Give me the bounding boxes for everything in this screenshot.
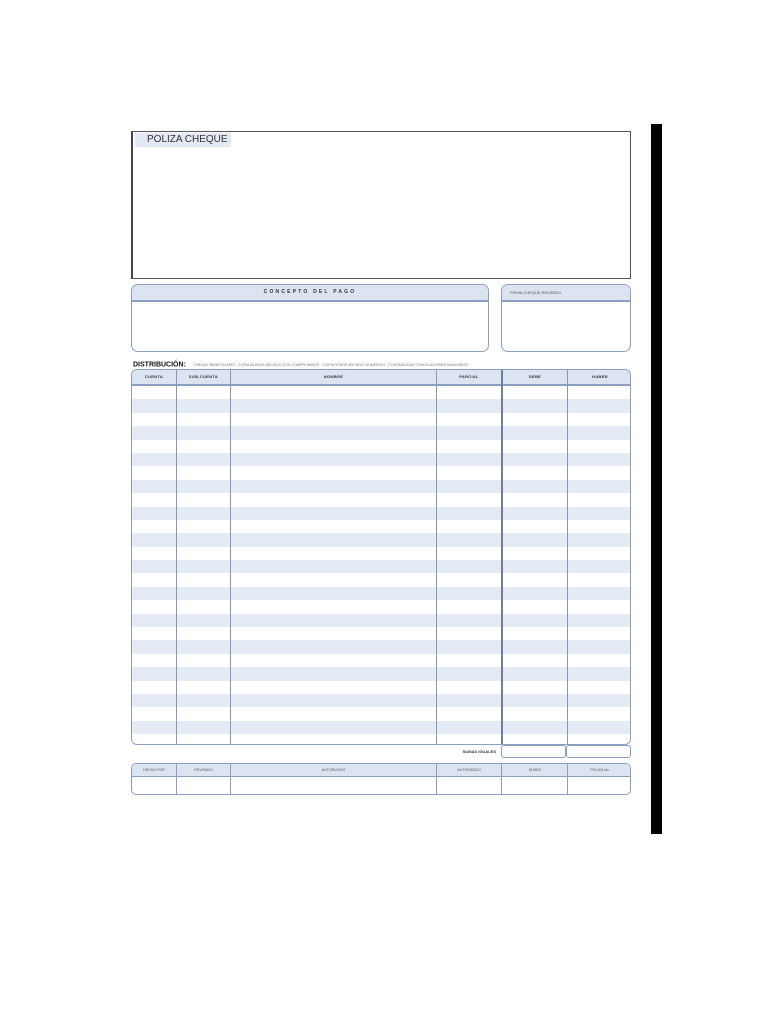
column-divider	[230, 370, 231, 744]
sumas-haber-field[interactable]	[566, 745, 631, 758]
table-row[interactable]	[132, 600, 630, 613]
header-nombre: NOMBRE	[323, 374, 344, 379]
distribucion-text: CHEQUE BENEFICIARIO · COPIA BLANCA ARCHIVO CON COMPROBANTE · COPIA VERDE ARCHIVO NUMÉRICO · CONTABILIDAD CONCILIACIONES BANCARIAS	[193, 362, 469, 367]
column-divider	[567, 370, 568, 744]
table-row[interactable]	[132, 413, 630, 426]
table-row[interactable]	[132, 533, 630, 546]
table-row[interactable]	[132, 453, 630, 466]
table-row[interactable]	[132, 707, 630, 720]
table-row[interactable]	[132, 386, 630, 399]
table-row[interactable]	[132, 547, 630, 560]
table-row[interactable]	[132, 440, 630, 453]
distribucion-line	[133, 356, 633, 368]
sig-autorizado-2: AUTORIZADO	[457, 768, 481, 772]
column-divider	[436, 370, 437, 744]
table-row[interactable]	[132, 734, 630, 745]
table-row[interactable]	[132, 654, 630, 667]
table-row[interactable]	[132, 694, 630, 707]
page-edge-bar	[651, 124, 662, 834]
table-row[interactable]	[132, 426, 630, 439]
table-row[interactable]	[132, 587, 630, 600]
table-row[interactable]	[132, 520, 630, 533]
signature-divider	[230, 764, 231, 794]
signature-table	[131, 763, 631, 795]
concepto-box	[131, 284, 489, 352]
sig-autorizado-1: AUTORIZADO	[321, 768, 346, 772]
table-row[interactable]	[132, 614, 630, 627]
signature-divider	[436, 764, 437, 794]
signature-divider	[567, 764, 568, 794]
header-debe: DEBE	[528, 374, 542, 379]
sumas-label: SUMAS IGUALES	[462, 749, 496, 754]
signature-divider	[176, 764, 177, 794]
table-row[interactable]	[132, 399, 630, 412]
table-row[interactable]	[132, 667, 630, 680]
header-haber: HABER	[592, 374, 608, 379]
signature-divider	[501, 764, 502, 794]
concepto-title: CONCEPTO DEL PAGO	[132, 285, 488, 302]
header-parcial: PARCIAL	[459, 374, 479, 379]
sig-diario: DIARIO	[528, 768, 542, 772]
header-subcuenta: SUB-CUENTA	[188, 374, 219, 379]
sig-revisado: REVISADO	[194, 768, 213, 772]
table-header	[132, 370, 630, 386]
table-row[interactable]	[132, 466, 630, 479]
table-row[interactable]	[132, 560, 630, 573]
header-cuenta: CUENTA	[144, 374, 164, 379]
table-row[interactable]	[132, 493, 630, 506]
table-row[interactable]	[132, 681, 630, 694]
table-row[interactable]	[132, 573, 630, 586]
table-row[interactable]	[132, 507, 630, 520]
cheque-title: POLIZA CHEQUE	[135, 133, 231, 147]
table-row[interactable]	[132, 721, 630, 734]
column-divider	[176, 370, 177, 744]
firma-title: FIRMA CHEQUE RECIBIDO	[502, 285, 630, 302]
table-row[interactable]	[132, 480, 630, 493]
cheque-area	[131, 131, 631, 279]
column-divider	[501, 370, 503, 744]
table-row[interactable]	[132, 627, 630, 640]
sig-hecho-por: HECHO POR	[143, 768, 165, 772]
accounts-table	[131, 369, 631, 745]
sumas-debe-field[interactable]	[501, 745, 566, 758]
signature-header	[132, 764, 630, 777]
table-rows	[132, 386, 630, 745]
sig-poliza-no: POLIZA No.	[590, 768, 610, 772]
distribucion-label: DISTRIBUCIÓN:	[133, 361, 186, 369]
firma-box	[501, 284, 631, 352]
table-row[interactable]	[132, 640, 630, 653]
